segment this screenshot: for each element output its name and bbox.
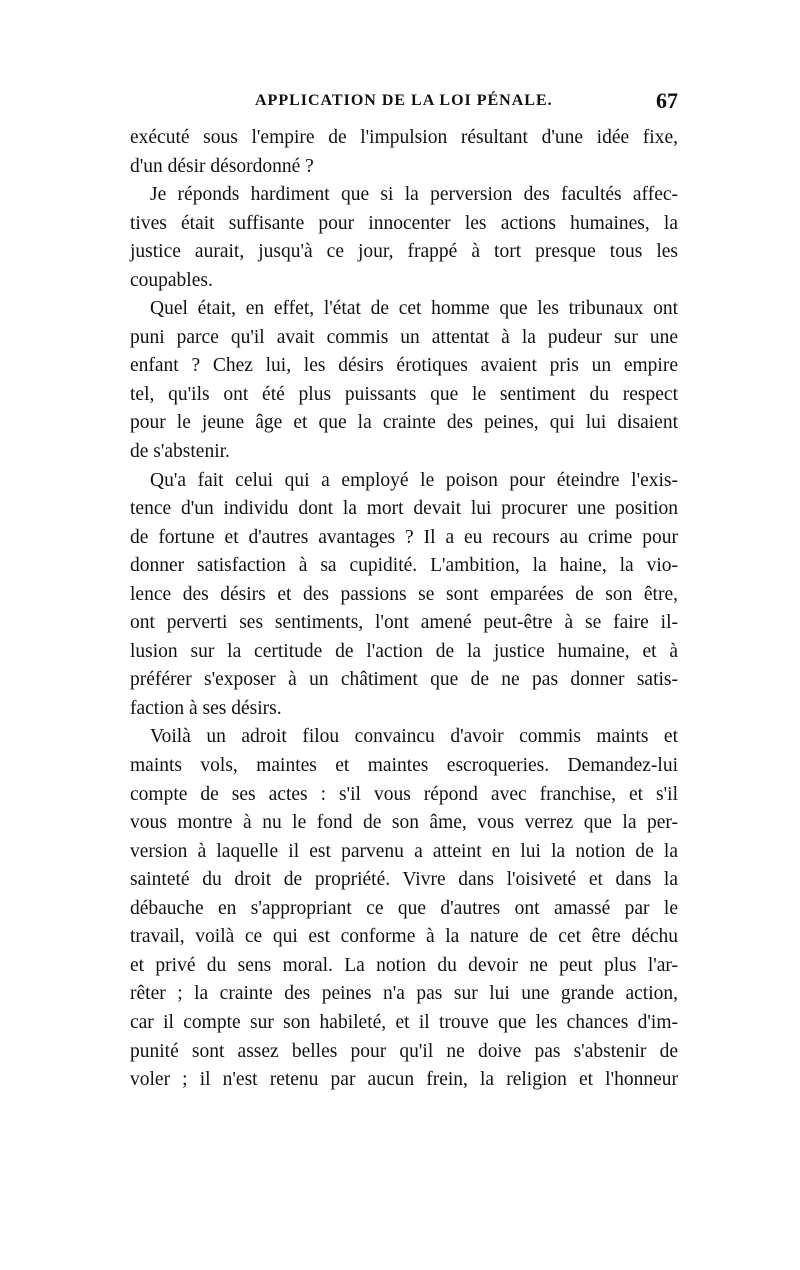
text-line: d'un désir désordonné ?: [130, 155, 314, 177]
text-line: car il compte sur son habileté, et il trouve que les chances d'im-: [130, 1011, 678, 1033]
text-line: faction à ses désirs.: [130, 697, 282, 719]
text-line: enfant ? Chez lui, les désirs érotiques avaient pris un empire: [130, 355, 678, 377]
text-line: préférer s'exposer à un châtiment que de ne pas donner satis-: [130, 669, 678, 691]
text-line: tives était suffisante pour innocenter les actions humaines, la: [130, 212, 678, 234]
running-title: APPLICATION DE LA LOI PÉNALE.: [255, 92, 553, 109]
text-line: donner satisfaction à sa cupidité. L'ambition, la haine, la vio-: [130, 555, 678, 577]
text-line: et privé du sens moral. La notion du devoir ne peut plus l'ar-: [130, 954, 678, 976]
text-line: Qu'a fait celui qui a employé le poison pour éteindre l'exis-: [150, 469, 678, 491]
text-line: ont perverti ses sentiments, l'ont amené peut-être à se faire il-: [130, 612, 678, 634]
text-line: voler ; il n'est retenu par aucun frein, la religion et l'honneur: [130, 1069, 678, 1091]
text-line: sainteté du droit de propriété. Vivre dans l'oisiveté et dans la: [130, 869, 678, 891]
text-line: vous montre à nu le fond de son âme, vous verrez que la per-: [130, 812, 678, 834]
text-line: pour le jeune âge et que la crainte des peines, qui lui disaient: [130, 412, 678, 434]
paragraph: [130, 124, 678, 181]
paragraph: [130, 181, 678, 295]
text-line: Quel était, en effet, l'état de cet homme que les tribunaux ont: [150, 298, 678, 320]
text-line: de s'abstenir.: [130, 441, 230, 463]
text-line: exécuté sous l'empire de l'impulsion résultant d'une idée fixe,: [130, 127, 678, 148]
text-line: tel, qu'ils ont été plus puissants que le sentiment du respect: [130, 383, 678, 405]
body-text: [130, 124, 678, 1095]
running-head: [130, 88, 678, 120]
paragraph: [130, 723, 678, 1094]
text-line: coupables.: [130, 269, 213, 291]
text-line: travail, voilà ce qui est conforme à la nature de cet être déchu: [130, 926, 678, 948]
text-line: puni parce qu'il avait commis un attentat à la pudeur sur une: [130, 326, 678, 348]
text-line: version à laquelle il est parvenu a atteint en lui la notion de la: [130, 840, 678, 862]
paragraph: [130, 295, 678, 466]
page-number: 67: [656, 88, 678, 113]
text-line: lusion sur la certitude de l'action de la justice humaine, et à: [130, 640, 678, 662]
text-line: rêter ; la crainte des peines n'a pas sur lui une grande action,: [130, 983, 678, 1005]
text-line: justice aurait, jusqu'à ce jour, frappé à tort presque tous les: [130, 241, 678, 263]
text-line: compte de ses actes : s'il vous répond avec franchise, et s'il: [130, 783, 678, 805]
text-line: de fortune et d'autres avantages ? Il a eu recours au crime pour: [130, 526, 678, 548]
text-line: maints vols, maintes et maintes escroqueries. Demandez-lui: [130, 755, 678, 777]
text-line: lence des désirs et des passions se sont emparées de son être,: [130, 583, 678, 605]
text-line: Voilà un adroit filou convaincu d'avoir commis maints et: [150, 726, 678, 748]
text-line: Je réponds hardiment que si la perversion des facultés affec-: [150, 184, 678, 206]
text-line: débauche en s'appropriant ce que d'autres ont amassé par le: [130, 897, 678, 919]
text-line: tence d'un individu dont la mort devait lui procurer une position: [130, 498, 678, 520]
text-line: punité sont assez belles pour qu'il ne doive pas s'abstenir de: [130, 1040, 678, 1062]
paragraph: [130, 467, 678, 724]
